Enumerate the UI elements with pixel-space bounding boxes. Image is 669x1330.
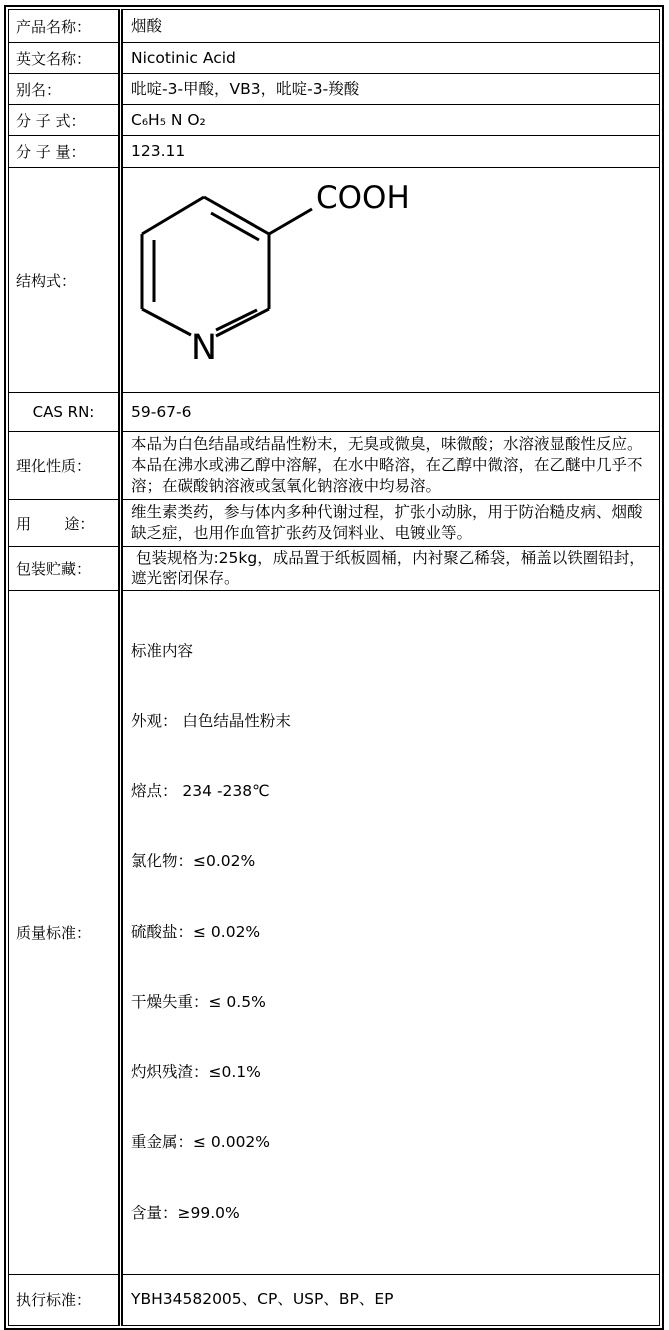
- structure-diagram-cell: [121, 168, 660, 393]
- packaging-value: 包装规格为:25kg，成品置于纸板圆桶，内衬聚乙稀袋，桶盖以铁圈铅封，遮光密闭保存。: [121, 547, 660, 591]
- molecular-formula-label: 分 子 式：: [9, 105, 121, 136]
- row-standard: [9, 1274, 660, 1325]
- english-name-value: Nicotinic Acid: [121, 43, 660, 74]
- row-packaging: [9, 547, 660, 591]
- nitrogen-label: N: [190, 328, 218, 368]
- quality-line: 灼炽残渣：≤0.1%: [131, 1063, 261, 1082]
- row-properties: [9, 432, 660, 500]
- structure-label: 结构式：: [9, 168, 121, 393]
- structure-diagram: [131, 170, 571, 384]
- usage-label: 用 途：: [9, 500, 121, 547]
- quality-line: 重金属：≤ 0.002%: [131, 1133, 271, 1152]
- properties-value: 本品为白色结晶或结晶性粉末，无臭或微臭，味微酸；水溶液显酸性反应。本品在沸水或沸乙醇中溶解，在水中略溶，在乙醇中微溶，在乙醚中几乎不溶；在碳酸钠溶液或氢氧化钠溶液中均易溶。: [121, 432, 660, 500]
- row-alias: [9, 74, 660, 105]
- spec-table: [8, 9, 660, 1326]
- cas-value: 59-67-6: [121, 393, 660, 432]
- product-name-label: 产品名称：: [9, 10, 121, 43]
- quality-line: 外观： 白色结晶性粉末: [131, 712, 291, 731]
- cooh-bond: [269, 209, 312, 234]
- cooh-label: COOH: [316, 180, 410, 216]
- english-name-label: 英文名称：: [9, 43, 121, 74]
- row-cas: [9, 393, 660, 432]
- quality-line: 干燥失重：≤ 0.5%: [131, 992, 266, 1011]
- product-name-value: 烟酸: [121, 10, 660, 43]
- spec-sheet-border: [4, 5, 664, 1330]
- standard-value: YBH34582005、CP、USP、BP、EP: [121, 1274, 660, 1325]
- quality-lines: [131, 593, 655, 1272]
- row-molecular-formula: [9, 105, 660, 136]
- row-molecular-weight: [9, 136, 660, 168]
- quality-line: 氯化物：≤0.02%: [131, 852, 256, 871]
- packaging-label: 包装贮藏：: [9, 547, 121, 591]
- alias-label: 别名：: [9, 74, 121, 105]
- row-usage: [9, 500, 660, 547]
- standard-label: 执行标准：: [9, 1274, 121, 1325]
- properties-label: 理化性质：: [9, 432, 121, 500]
- quality-line: 含量：≥99.0%: [131, 1203, 240, 1222]
- molecular-weight-label: 分 子 量：: [9, 136, 121, 168]
- row-product-name: [9, 10, 660, 43]
- row-structure: [9, 168, 660, 393]
- alias-value: 吡啶-3-甲酸，VB3，吡啶-3-羧酸: [121, 74, 660, 105]
- row-quality: [9, 591, 660, 1275]
- molecular-formula-value: C₆H₅ N O₂: [121, 105, 660, 136]
- molecular-weight-value: 123.11: [121, 136, 660, 168]
- usage-value: 维生素类药，参与体内多种代谢过程，扩张小动脉，用于防治糙皮病、烟酸缺乏症，也用作血管扩张药及饲料业、电镀业等。: [121, 500, 660, 547]
- quality-line: 熔点： 234 -238℃: [131, 782, 270, 801]
- pyridine-ring: [142, 197, 312, 336]
- quality-line: 硫酸盐：≤ 0.02%: [131, 922, 261, 941]
- quality-line: 标准内容: [131, 641, 194, 660]
- cas-label: CAS RN:: [9, 393, 121, 432]
- quality-value: [121, 591, 660, 1275]
- quality-label: 质量标准：: [9, 591, 121, 1275]
- row-english-name: [9, 43, 660, 74]
